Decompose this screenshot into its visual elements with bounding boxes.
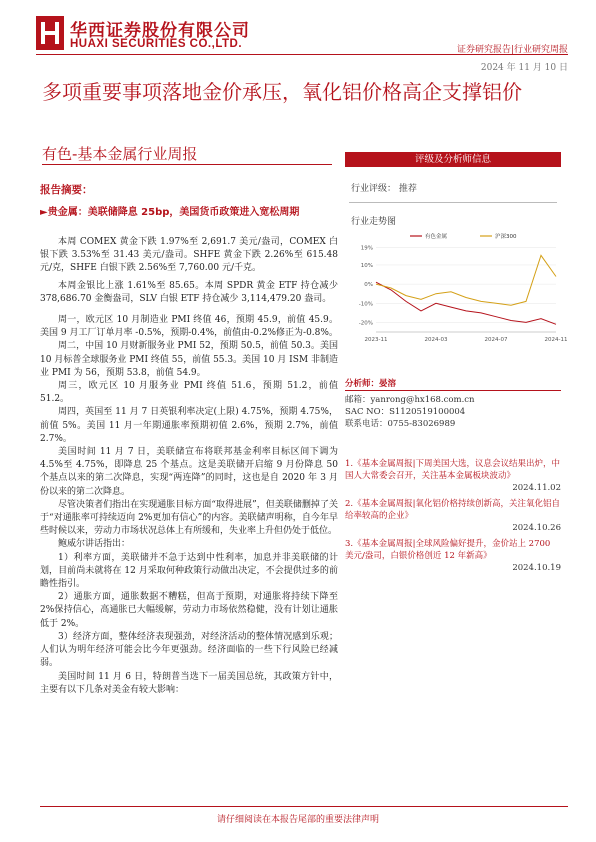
para-1: 本周 COMEX 黄金下跌 1.97%至 2,691.7 美元/盎司，COMEX 白银下跌 3.53%至 31.43 美元/盎司。SHFE 黄金下跌 2.26%至 615.48 元/克，SHFE 白银下跌 2.56%至 7,760.00 元/千克。	[40, 237, 338, 274]
related-report-date: 2024.10.26	[512, 523, 561, 533]
para-8: 尽管决策者们指出在实现通胀目标方面“取得进展”，但美联储删掉了关于“对通胀率可持续迈向 2%更加有信心”的内容。美联储声明称，自今年早些时候以来，劳动力市场状况总体上有所缓和，失业率上升但仍处于低位。	[40, 499, 338, 537]
abstract-body	[40, 236, 338, 697]
report-title: 多项重要事项落地金价承压，氧化铝价格高企支撑铝价	[42, 80, 522, 104]
para-11: 2）通胀方面，通胀数据不糟糕，但高于预期，对通胀将持续下降至 2%保持信心，高通胀已大幅缓解，劳动力市场依然稳健，没有计划让通胀低于 2%。	[40, 592, 338, 629]
header-divider	[36, 54, 568, 55]
para-10: 1）利率方面，美联储并不急于达到中性利率，加息并非美联储的计划，目前尚未就将在 12 月采取何种政策行动做出决定，不会提供过多的前瞻性指引。	[40, 552, 338, 590]
report-type: 证券研究报告|行业研究周报	[456, 45, 568, 55]
related-report-title: 2.《基本金属周报|氧化铝价格持续创新高，关注氧化铝自给率较高的企业》	[345, 499, 560, 521]
series-line	[376, 255, 556, 305]
report-date: 2024 年 11 月 10 日	[480, 63, 568, 73]
related-report-date: 2024.11.02	[512, 483, 561, 493]
huaxi-logo-icon	[36, 16, 64, 50]
legend-label: 有色金属	[425, 234, 448, 240]
industry-rating: 行业评级： 推荐	[351, 184, 417, 194]
related-report-title: 1.《基本金属周报|下周美国大选，议息会议结果出炉，中国人大常委会召开，关注基本金属板块波动》	[345, 459, 560, 481]
analyst-info	[345, 378, 561, 430]
rating-panel	[345, 152, 561, 203]
related-report[interactable]	[345, 498, 561, 534]
y-tick-label: 0%	[364, 282, 373, 289]
rating-divider	[349, 202, 557, 203]
company-name-cn: 华西证券股份有限公司	[70, 21, 250, 41]
analyst-name: 分析师：晏溶	[345, 379, 397, 389]
x-tick-label: 2024-07	[484, 337, 508, 343]
footer-divider	[40, 806, 568, 807]
para-6: 周四，英国至 11 月 7 日英银利率决定(上限) 4.75%，预期 4.75%，前值 5%。美国 11 月一年期通胀率预期初值 2.6%，预期 2.7%，前值 2.7%。	[40, 407, 338, 444]
x-tick-label: 2024-11	[544, 337, 568, 343]
related-report[interactable]	[345, 458, 561, 494]
company-name-en: HUAXI SECURITIES CO.,LTD.	[70, 38, 243, 50]
x-tick-label: 2023-11	[364, 337, 388, 343]
para-4: 周二，中国 10 月财新服务业 PMI 52，预期 50.5，前值 50.3。美国 10 月标普全球服务业 PMI 终值 55，前值 55.3。美国 10 月 ISM 非制造业 PMI 为 56，预期 53.8，前值 54.9。	[40, 341, 338, 378]
y-tick-label: 10%	[360, 262, 373, 269]
rating-panel-head: 评级及分析师信息	[345, 152, 561, 167]
subtitle-divider	[42, 164, 332, 165]
analyst-sac: SAC NO：S1120519100004	[345, 407, 466, 417]
y-tick-label: -10%	[358, 301, 373, 308]
para-12: 3）经济方面，整体经济表现强劲，对经济活动的整体情况感到乐观；人们认为明年经济可能会比今年更强劲。经济面临的一些下行风险已经减弱。	[40, 631, 338, 669]
analyst-phone: 联系电话：0755-83026989	[345, 419, 456, 429]
para-3: 周一，欧元区 10 月制造业 PMI 终值 46，预期 45.9，前值 45.9。美国 9 月工厂订单月率 -0.5%，预期-0.4%，前值由-0.2%修正为-0.8%。	[40, 315, 338, 339]
legal-notice: 请仔细阅读在本报告尾部的重要法律声明	[216, 815, 379, 825]
related-report-date: 2024.10.19	[512, 563, 561, 573]
para-2: 本周金银比上涨 1.61%至 85.65。本周 SPDR 黄金 ETF 持仓减少 378,686.70 金衡盎司，SLV 白银 ETF 持仓减少 3,114,479.20 盎司。	[40, 280, 338, 304]
para-9: 鲍威尔讲话指出：	[58, 539, 131, 550]
para-13: 美国时间 11 月 6 日，特朗普当选下一届美国总统，其政策方针中，主要有以下几条对美金有较大影响：	[40, 671, 338, 695]
x-tick-label: 2024-03	[424, 337, 448, 343]
para-7: 美国时间 11 月 7 日，美联储宣布将联邦基金利率目标区间下调为 4.5%至 4.75%，即降息 25 个基点。这是美联储开启缩 9 月份降息 50 个基点以来的第二次降息，实现“两连降”的同时，这也是自 2020 年 3 月份以来的第二次降息。	[40, 447, 338, 497]
analyst-divider	[345, 390, 561, 391]
related-report[interactable]	[345, 538, 561, 574]
industry-trend-chart	[350, 228, 568, 350]
analyst-email: 邮箱：yanrong@hx168.com.cn	[345, 395, 475, 405]
y-tick-label: 19%	[360, 245, 373, 252]
report-subtitle: 有色-基本金属行业周报	[42, 145, 198, 163]
para-5: 周三，欧元区 10 月服务业 PMI 终值 51.6，预期 51.2，前值 51.2。	[40, 381, 338, 405]
abstract-heading: 报告摘要：	[40, 184, 93, 196]
point1-title: ►贵金属：美联储降息 25bp，美国货币政策进入宽松周期	[40, 207, 300, 218]
related-report-title: 3.《基本金属周报|全球风险偏好提升，金价站上 2700 美元/盎司，白银价格创近 12 年新高》	[345, 539, 551, 561]
y-tick-label: -20%	[358, 320, 373, 327]
related-reports	[345, 458, 561, 578]
legend-label: 沪深300	[495, 234, 517, 240]
trend-chart-label: 行业走势图	[351, 217, 397, 227]
